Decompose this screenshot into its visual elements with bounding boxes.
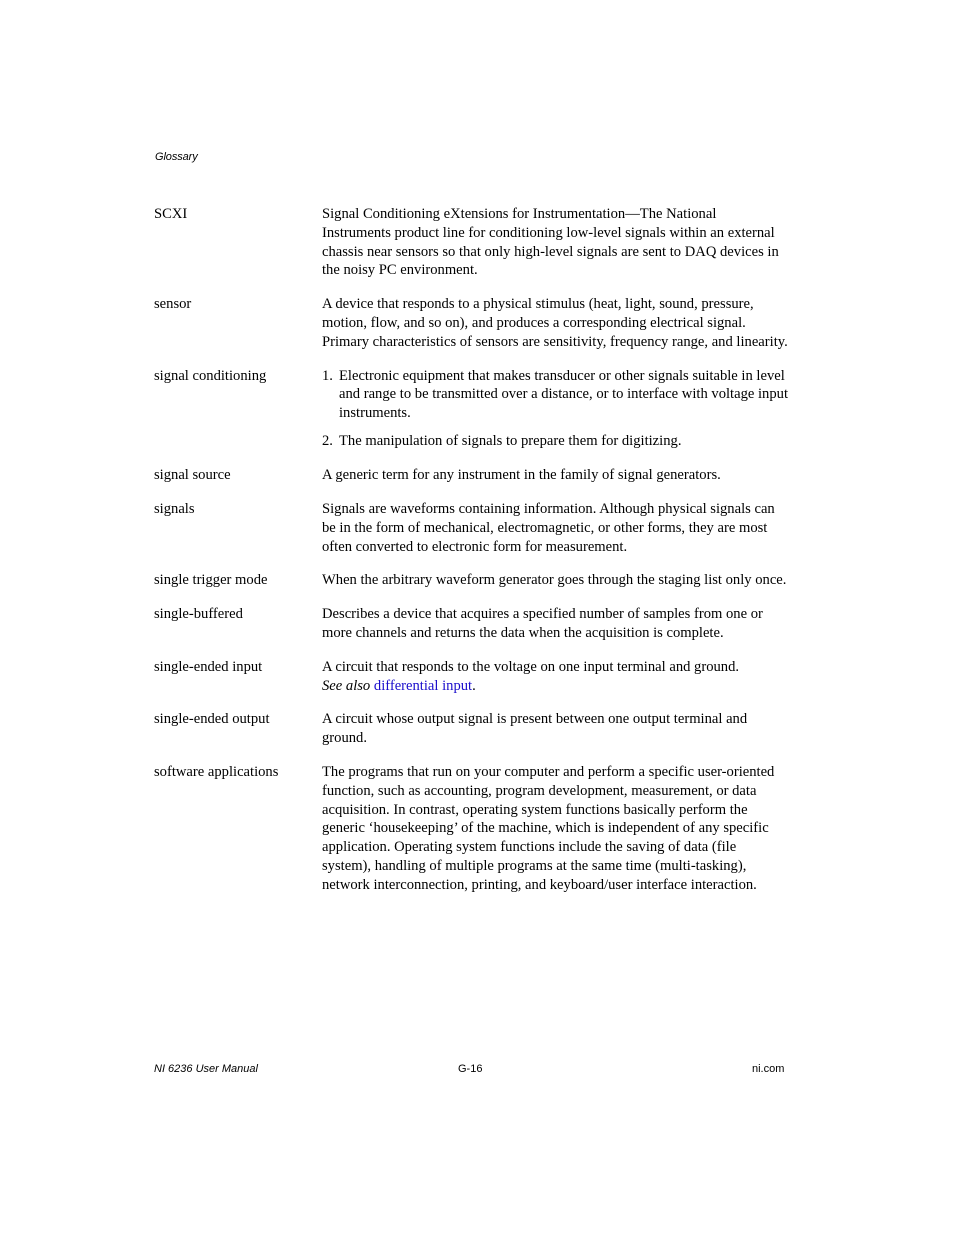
glossary-definition xyxy=(322,571,788,590)
glossary-term: signal source xyxy=(154,467,231,484)
footer-page-number: G-16 xyxy=(458,1063,483,1075)
glossary-definition xyxy=(322,295,788,351)
glossary-term: single-ended input xyxy=(154,658,263,675)
list-number: 2. xyxy=(322,433,333,450)
glossary-term: software applications xyxy=(154,764,279,781)
glossary-term: single-ended output xyxy=(154,711,270,728)
glossary-term: sensor xyxy=(154,296,192,313)
definition-text: Describes a device that acquires a specified number of samples from one or more channels and returns the data when the acquisition is complete. xyxy=(322,606,763,642)
glossary-definition xyxy=(322,205,788,280)
footer-manual-title: NI 6236 User Manual xyxy=(154,1063,258,1075)
glossary-entry-software-applications xyxy=(154,763,788,895)
glossary-term: signals xyxy=(154,501,195,518)
see-also-line xyxy=(322,677,788,696)
definition-text: Signal Conditioning eXtensions for Instrumentation—The National Instruments product line for conditioning low-level signals within an external chassis near sensors so that only high-level signals are sent to DAQ devices in the noisy PC environment. xyxy=(322,206,779,279)
list-item-text: The manipulation of signals to prepare them for digitizing. xyxy=(339,433,682,450)
glossary-term: SCXI xyxy=(154,206,188,222)
glossary-term: single-buffered xyxy=(154,606,243,623)
definition-text: When the arbitrary waveform generator goes through the staging list only once. xyxy=(322,572,787,589)
see-also-label: See also xyxy=(322,677,371,694)
glossary-entry-sensor xyxy=(154,295,788,351)
glossary-definition xyxy=(322,500,788,556)
definition-text: A device that responds to a physical stimulus (heat, light, sound, pressure, motion, flow, and so on), and produces a corresponding electrical signal. Primary characteristics of sensors are sensitivity, frequency range, and linearity. xyxy=(322,296,788,350)
numbered-list-item xyxy=(322,367,788,423)
glossary-list xyxy=(154,205,788,910)
glossary-term: single trigger mode xyxy=(154,572,268,589)
glossary-entry-signal-source xyxy=(154,466,788,485)
glossary-definition xyxy=(322,367,788,452)
definition-text: Signals are waveforms containing information. Although physical signals can be in the form of mechanical, electromagnetic, or other forms, they are most often converted to electronic form for measurement. xyxy=(322,501,775,555)
definition-text: The programs that run on your computer and perform a specific user-oriented function, such as accounting, program development, measurement, or data acquisition. In contrast, operating system functions basically perform the generic ‘housekeeping’ of the machine, which is independent of any specific application. Operating system functions include the saving of data (file system), handling of multiple programs at the same time (multi-tasking), network interconnection, printing, and keyboard/user interface interaction. xyxy=(322,764,775,893)
glossary-definition xyxy=(322,605,788,643)
glossary-term: signal conditioning xyxy=(154,367,267,384)
glossary-definition xyxy=(322,710,788,748)
glossary-entry-signals xyxy=(154,500,788,556)
list-number: 1. xyxy=(322,367,333,384)
list-item-text: Electronic equipment that makes transducer or other signals suitable in level and range to be transmitted over a distance, or to interface with voltage input instruments. xyxy=(339,367,789,422)
footer-site: ni.com xyxy=(752,1063,785,1075)
glossary-entry-single-ended-input xyxy=(154,658,788,696)
glossary-definition xyxy=(322,658,788,696)
definition-text: A circuit that responds to the voltage on one input terminal and ground. xyxy=(322,658,740,675)
glossary-entry-scxi xyxy=(154,205,788,280)
glossary-entry-signal-conditioning xyxy=(154,367,788,452)
definition-text: A circuit whose output signal is present between one output terminal and ground. xyxy=(322,711,748,747)
numbered-list xyxy=(322,367,788,452)
differential-input-link[interactable]: differential input xyxy=(373,677,473,694)
numbered-list-item xyxy=(322,432,788,451)
see-also-period: . xyxy=(472,677,476,694)
glossary-entry-single-buffered xyxy=(154,605,788,643)
glossary-definition xyxy=(322,763,788,895)
glossary-entry-single-ended-output xyxy=(154,710,788,748)
running-header: Glossary xyxy=(155,151,198,163)
glossary-definition xyxy=(322,466,788,485)
glossary-entry-single-trigger-mode xyxy=(154,571,788,590)
definition-text: A generic term for any instrument in the family of signal generators. xyxy=(322,467,721,484)
